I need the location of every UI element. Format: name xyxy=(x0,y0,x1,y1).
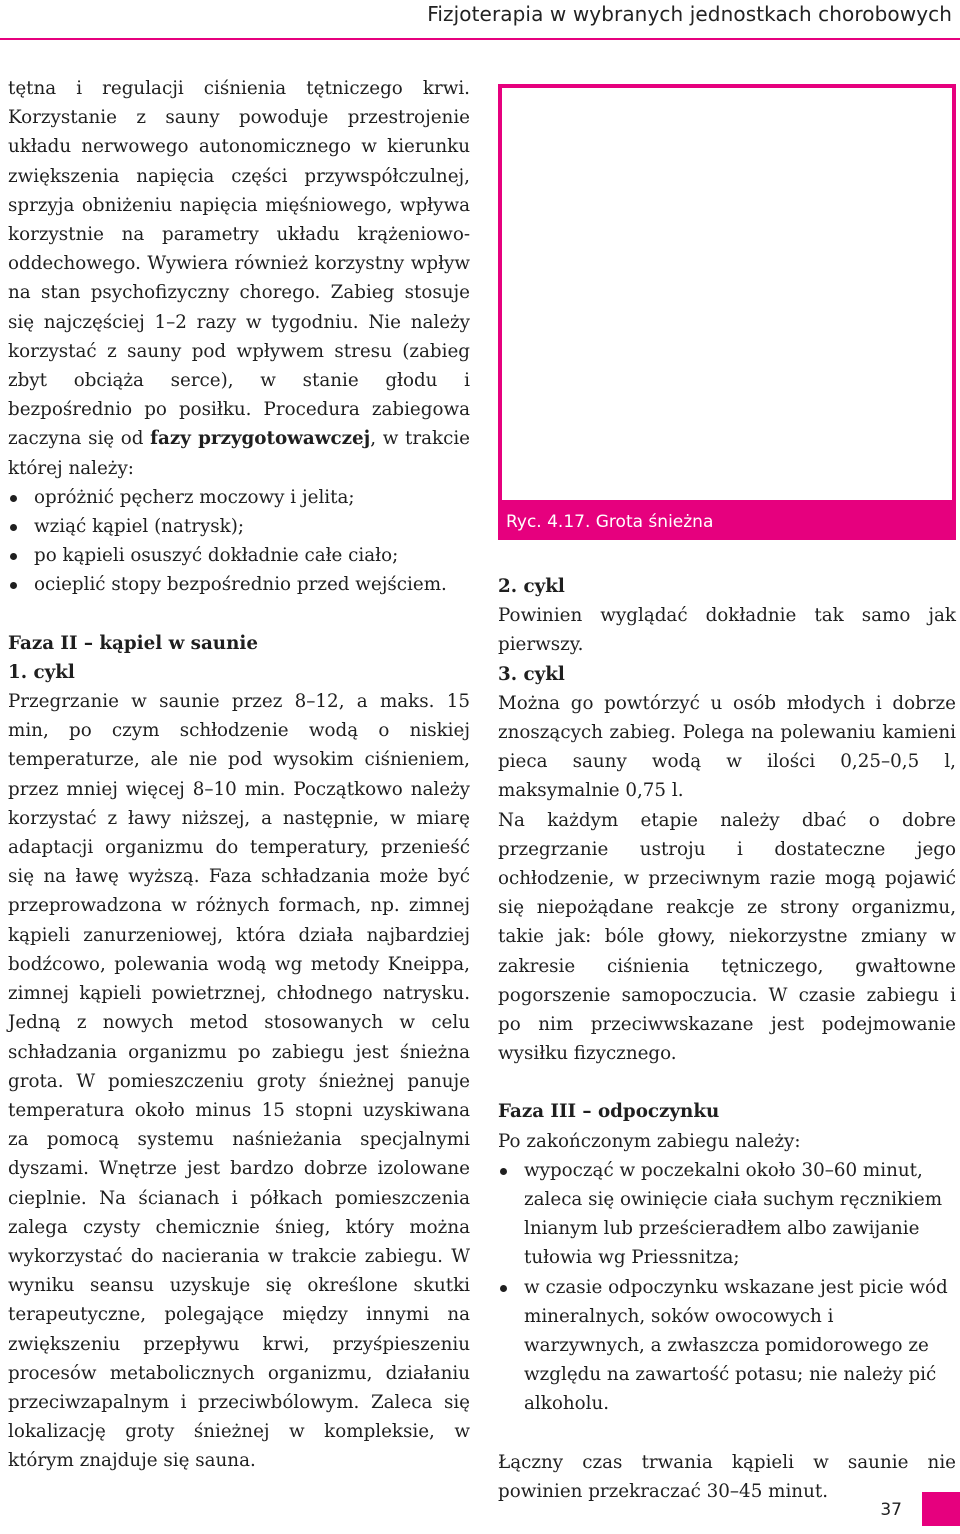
closing-paragraph: Łączny czas trwania kąpieli w saunie nie powinien przekraczać 30–45 minut. xyxy=(498,1451,956,1502)
section-heading-faza-2: Faza II – kąpiel w saunie xyxy=(8,632,258,654)
page-number: 37 xyxy=(880,1500,902,1520)
rest-list xyxy=(498,1156,956,1419)
cykl-3-paragraph: Można go powtórzyć u osób młodych i dobrze znoszących zabieg. Polega na polewaniu kamieni pieca sauny wodą w ilości 0,25–0,5 l, maksymalnie 0,75 l. xyxy=(498,692,956,802)
list-item: opróżnić pęcherz moczowy i jelita; xyxy=(8,483,470,512)
spacer xyxy=(498,1068,956,1097)
subheading-cykl-2: 2. cykl xyxy=(498,576,565,597)
corner-tab-mark xyxy=(922,1492,960,1526)
intro-text-end: , w trakcie której należy: xyxy=(8,428,470,479)
section-heading-faza-3: Faza III – odpoczynku xyxy=(498,1101,720,1123)
list-item: wypocząć w poczekalni około 30–60 minut, zaleca się owinięcie ciała suchym ręcznikiem lnianym lub prześcieradłem albo zawijanie tułowia wg Priessnitza; xyxy=(498,1156,956,1273)
spacer xyxy=(498,1419,956,1448)
list-item: w czasie odpoczynku wskazane jest picie wód mineralnych, soków owocowych i warzywnych, a zwłaszcza pomidorowego ze względu na zawartość potasu; nie należy pić alkoholu. xyxy=(498,1273,956,1419)
list-item: wziąć kąpiel (natrysk); xyxy=(8,512,470,541)
intro-bold-term: fazy przygotowawczej xyxy=(150,428,371,450)
figure-frame xyxy=(498,84,956,504)
intro-paragraph xyxy=(8,74,470,483)
running-header xyxy=(0,0,960,44)
preparation-list xyxy=(8,483,470,600)
spacer xyxy=(8,600,470,629)
intro-text: tętna i regulacji ciśnienia tętniczego krwi. Korzystanie z sauny powoduje przestrojenie układu nerwowego autonomicznego w kierunku zwiększenia napięcia części przywspółczulnej, sprzyja obniżeniu napięcia mięśniowego, wpływa korzystnie na parametry układu krążeniowo-oddechowego. Wywiera również korzystny wpływ na stan psychofizyczny chorego. Zabieg stosuje się najczęściej 1–2 razy w tygodniu. Nie należy korzystać z sauny pod wpływem stresu (zabieg zbyt obciąża serce), w stanie głodu i bezpośrednio po posiłku. Procedura zabiegowa zaczyna się od xyxy=(8,78,470,450)
faza-3-intro: Po zakończonym zabiegu należy: xyxy=(498,1130,801,1152)
right-column xyxy=(498,572,956,1506)
running-header-title: Fizjoterapia w wybranych jednostkach chorobowych xyxy=(427,2,952,26)
subheading-cykl-1: 1. cykl xyxy=(8,661,75,683)
every-stage-paragraph: Na każdym etapie należy dbać o dobre przegrzanie ustroju i dostateczne jego ochłodzenie, w przeciwnym razie mogą pojawić się niepożądane reakcje ze strony organizmu, takie jak: bóle głowy, niekorzystne zmiany w zakresie ciśnienia tętniczego, gwałtowne pogorszenie samopoczucia. W czasie zabiegu i po nim przeciwwskazane jest podejmowanie wysiłku fizycznego. xyxy=(498,809,956,1065)
list-item: ocieplić stopy bezpośrednio przed wejściem. xyxy=(8,570,470,599)
cykl-1-paragraph: Przegrzanie w saunie przez 8–12, a maks. 15 min, po czym schłodzenie wodą o niskiej temperaturze, ale nie pod wysokim ciśnieniem, przez mniej więcej 8–10 min. Początkowo należy korzystać z ławy niższej, a następnie, w miarę adaptacji organizmu do temperatury, przenieść się na ławę wyższą. Faza schładzania może być przeprowadzona w różnych formach, np. zimnej kąpieli zanurzeniowej, która działa najbardziej bodźcowo, polewania wodą wg metody Kneippa, zimnej kąpieli powietrznej, chłodnego natrysku. Jedną z nowych metod stosowanych w celu schładzania organizmu po zabiegu jest śnieżna grota. W pomieszczeniu groty śnieżnej panuje temperatura około minus 15 stopni uzyskiwana za pomocą systemu naśnieżania specjalnymi dyszami. Wnętrze jest bardzo dobrze izolowane cieplnie. Na ścianach i półkach pomieszczenia zalega czysty chemicznie śnieg, który można wykorzystać do nacierania w trakcie zabiegu. W wyniku seansu uzyskuje się określone skutki terapeutyczne, polegające między innymi na zwiększeniu przepływu krwi, przyśpieszeniu procesów metabolicznych organizmu, działaniu przeciwzapalnym i przeciwbólowym. Zaleca się lokalizację groty śnieżnej w kompleksie, w którym znajduje się sauna. xyxy=(8,691,470,1472)
header-rule xyxy=(0,38,960,40)
left-column xyxy=(8,74,470,1476)
cykl-2-paragraph: Powinien wyglądać dokładnie tak samo jak pierwszy. xyxy=(498,605,956,656)
list-item: po kąpieli osuszyć dokładnie całe ciało; xyxy=(8,541,470,570)
subheading-cykl-3: 3. cykl xyxy=(498,663,565,685)
figure-caption: Ryc. 4.17. Grota śnieżna xyxy=(498,504,956,540)
